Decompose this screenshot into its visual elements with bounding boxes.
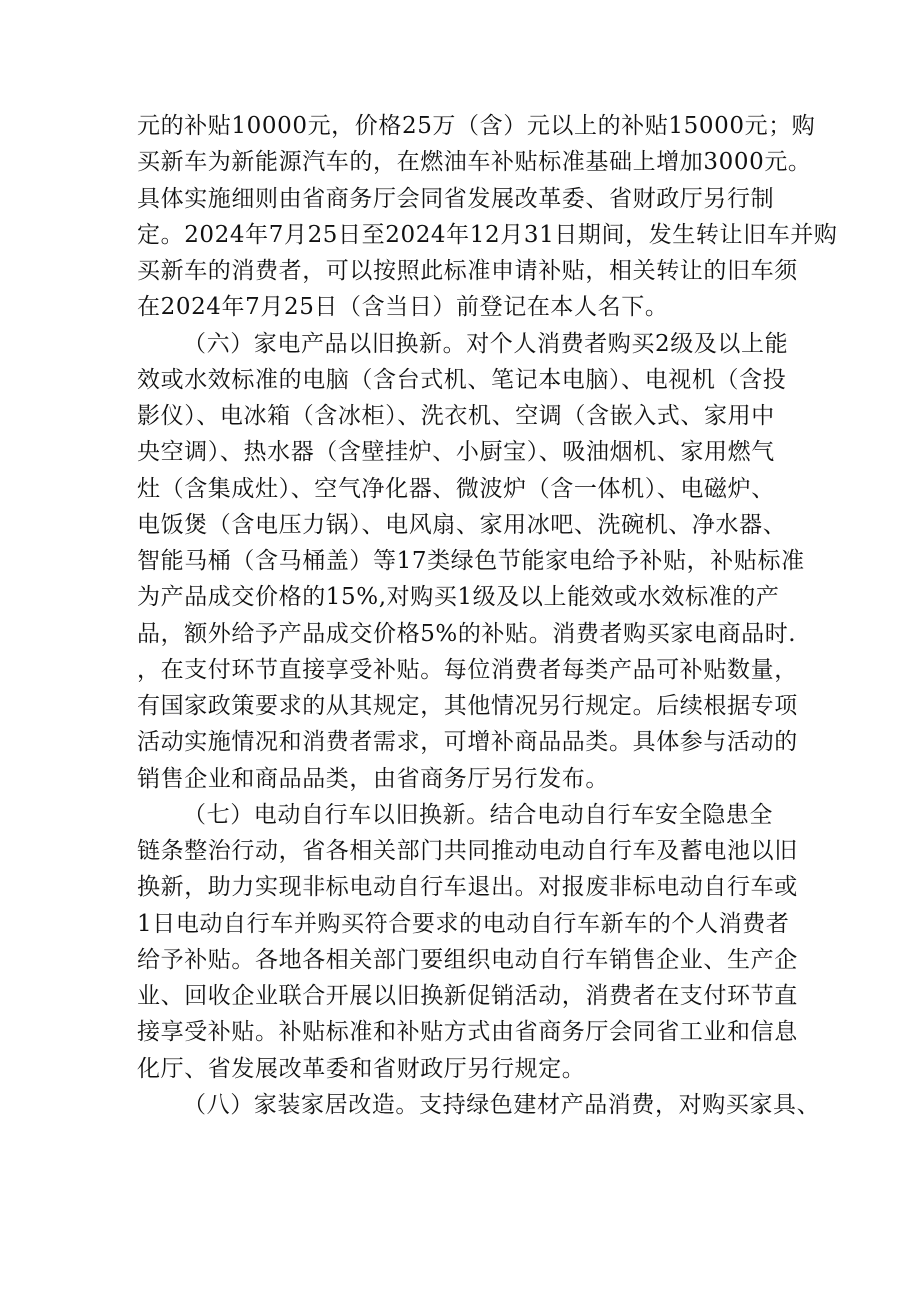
text-line: 品，额外给予产品成交价格5%的补贴。消费者购买家电商品时. xyxy=(137,620,797,647)
text-line: 业、回收企业联合开展以旧换新促销活动，消费者在支付环节直 xyxy=(137,983,798,1009)
document-body xyxy=(0,108,920,1123)
text-line: ，在支付环节直接享受补贴。每位消费者每类产品可补贴数量， xyxy=(137,656,798,683)
text-line: 定。2024年7月25日至2024年12月31日期间，发生转让旧车并购 xyxy=(137,221,838,248)
paragraph-start-line: （六）家电产品以旧换新。对个人消费者购买2级及以上能 xyxy=(183,330,789,357)
text-line: 买新车的消费者，可以按照此标准申请补贴，相关转让的旧车须 xyxy=(137,258,798,284)
text-line: 效或水效标准的电脑（含台式机、笔记本电脑）、电视机（含投 xyxy=(137,366,787,393)
text-line: 有国家政策要求的从其规定，其他情况另行规定。后续根据专项 xyxy=(137,693,798,719)
text-line: 智能马桶（含马桶盖）等17类绿色节能家电给予补贴，补贴标准 xyxy=(137,548,805,574)
text-line: 化厅、省发展改革委和省财政厅另行规定。 xyxy=(137,1055,586,1082)
text-line: 活动实施情况和消费者需求，可增补商品品类。具体参与活动的 xyxy=(137,729,798,756)
text-line: 换新，助力实现非标电动自行车退出。对报废非标电动自行车或 xyxy=(137,874,798,901)
text-line: 销售企业和商品品类，由省商务厅另行发布。 xyxy=(137,765,609,792)
text-line: 具体实施细则由省商务厅会同省发展改革委、省财政厅另行制 xyxy=(137,185,775,212)
text-line: 元的补贴10000元，价格25万（含）元以上的补贴15000元；购 xyxy=(137,113,816,139)
text-line: 买新车为新能源汽车的，在燃油车补贴标准基础上增加3000元。 xyxy=(137,149,812,176)
text-line: 灶（含集成灶）、空气净化器、微波炉（含一体机）、电磁炉、 xyxy=(137,475,775,502)
text-line: 影仪）、电冰箱（含冰柜）、洗衣机、空调（含嵌入式、家用中 xyxy=(137,403,775,429)
text-line: 1日电动自行车并购买符合要求的电动自行车新车的个人消费者 xyxy=(137,910,790,937)
text-line: 链条整治行动，省各相关部门共同推动电动自行车及蓄电池以旧 xyxy=(137,838,798,864)
text-line: 给予补贴。各地各相关部门要组织电动自行车销售企业、生产企 xyxy=(137,946,798,973)
text-line: 接享受补贴。补贴标准和补贴方式由省商务厅会同省工业和信息 xyxy=(137,1019,798,1046)
text-line: 为产品成交价格的15%,对购买1级及以上能效或水效标准的产 xyxy=(137,584,780,611)
text-line: 在2024年7月25日（含当日）前登记在本人名下。 xyxy=(137,294,669,321)
paragraph-start-line: （七）电动自行车以旧换新。结合电动自行车安全隐患全 xyxy=(183,801,773,828)
text-line: 央空调）、热水器（含壁挂炉、小厨宝）、吸油烟机、家用燃气 xyxy=(137,439,775,466)
paragraph-start-line: （八）家装家居改造。支持绿色建材产品消费，对购买家具、 xyxy=(183,1091,821,1118)
text-line: 电饭煲（含电压力锅）、电风扇、家用冰吧、洗碗机、净水器、 xyxy=(137,511,787,538)
